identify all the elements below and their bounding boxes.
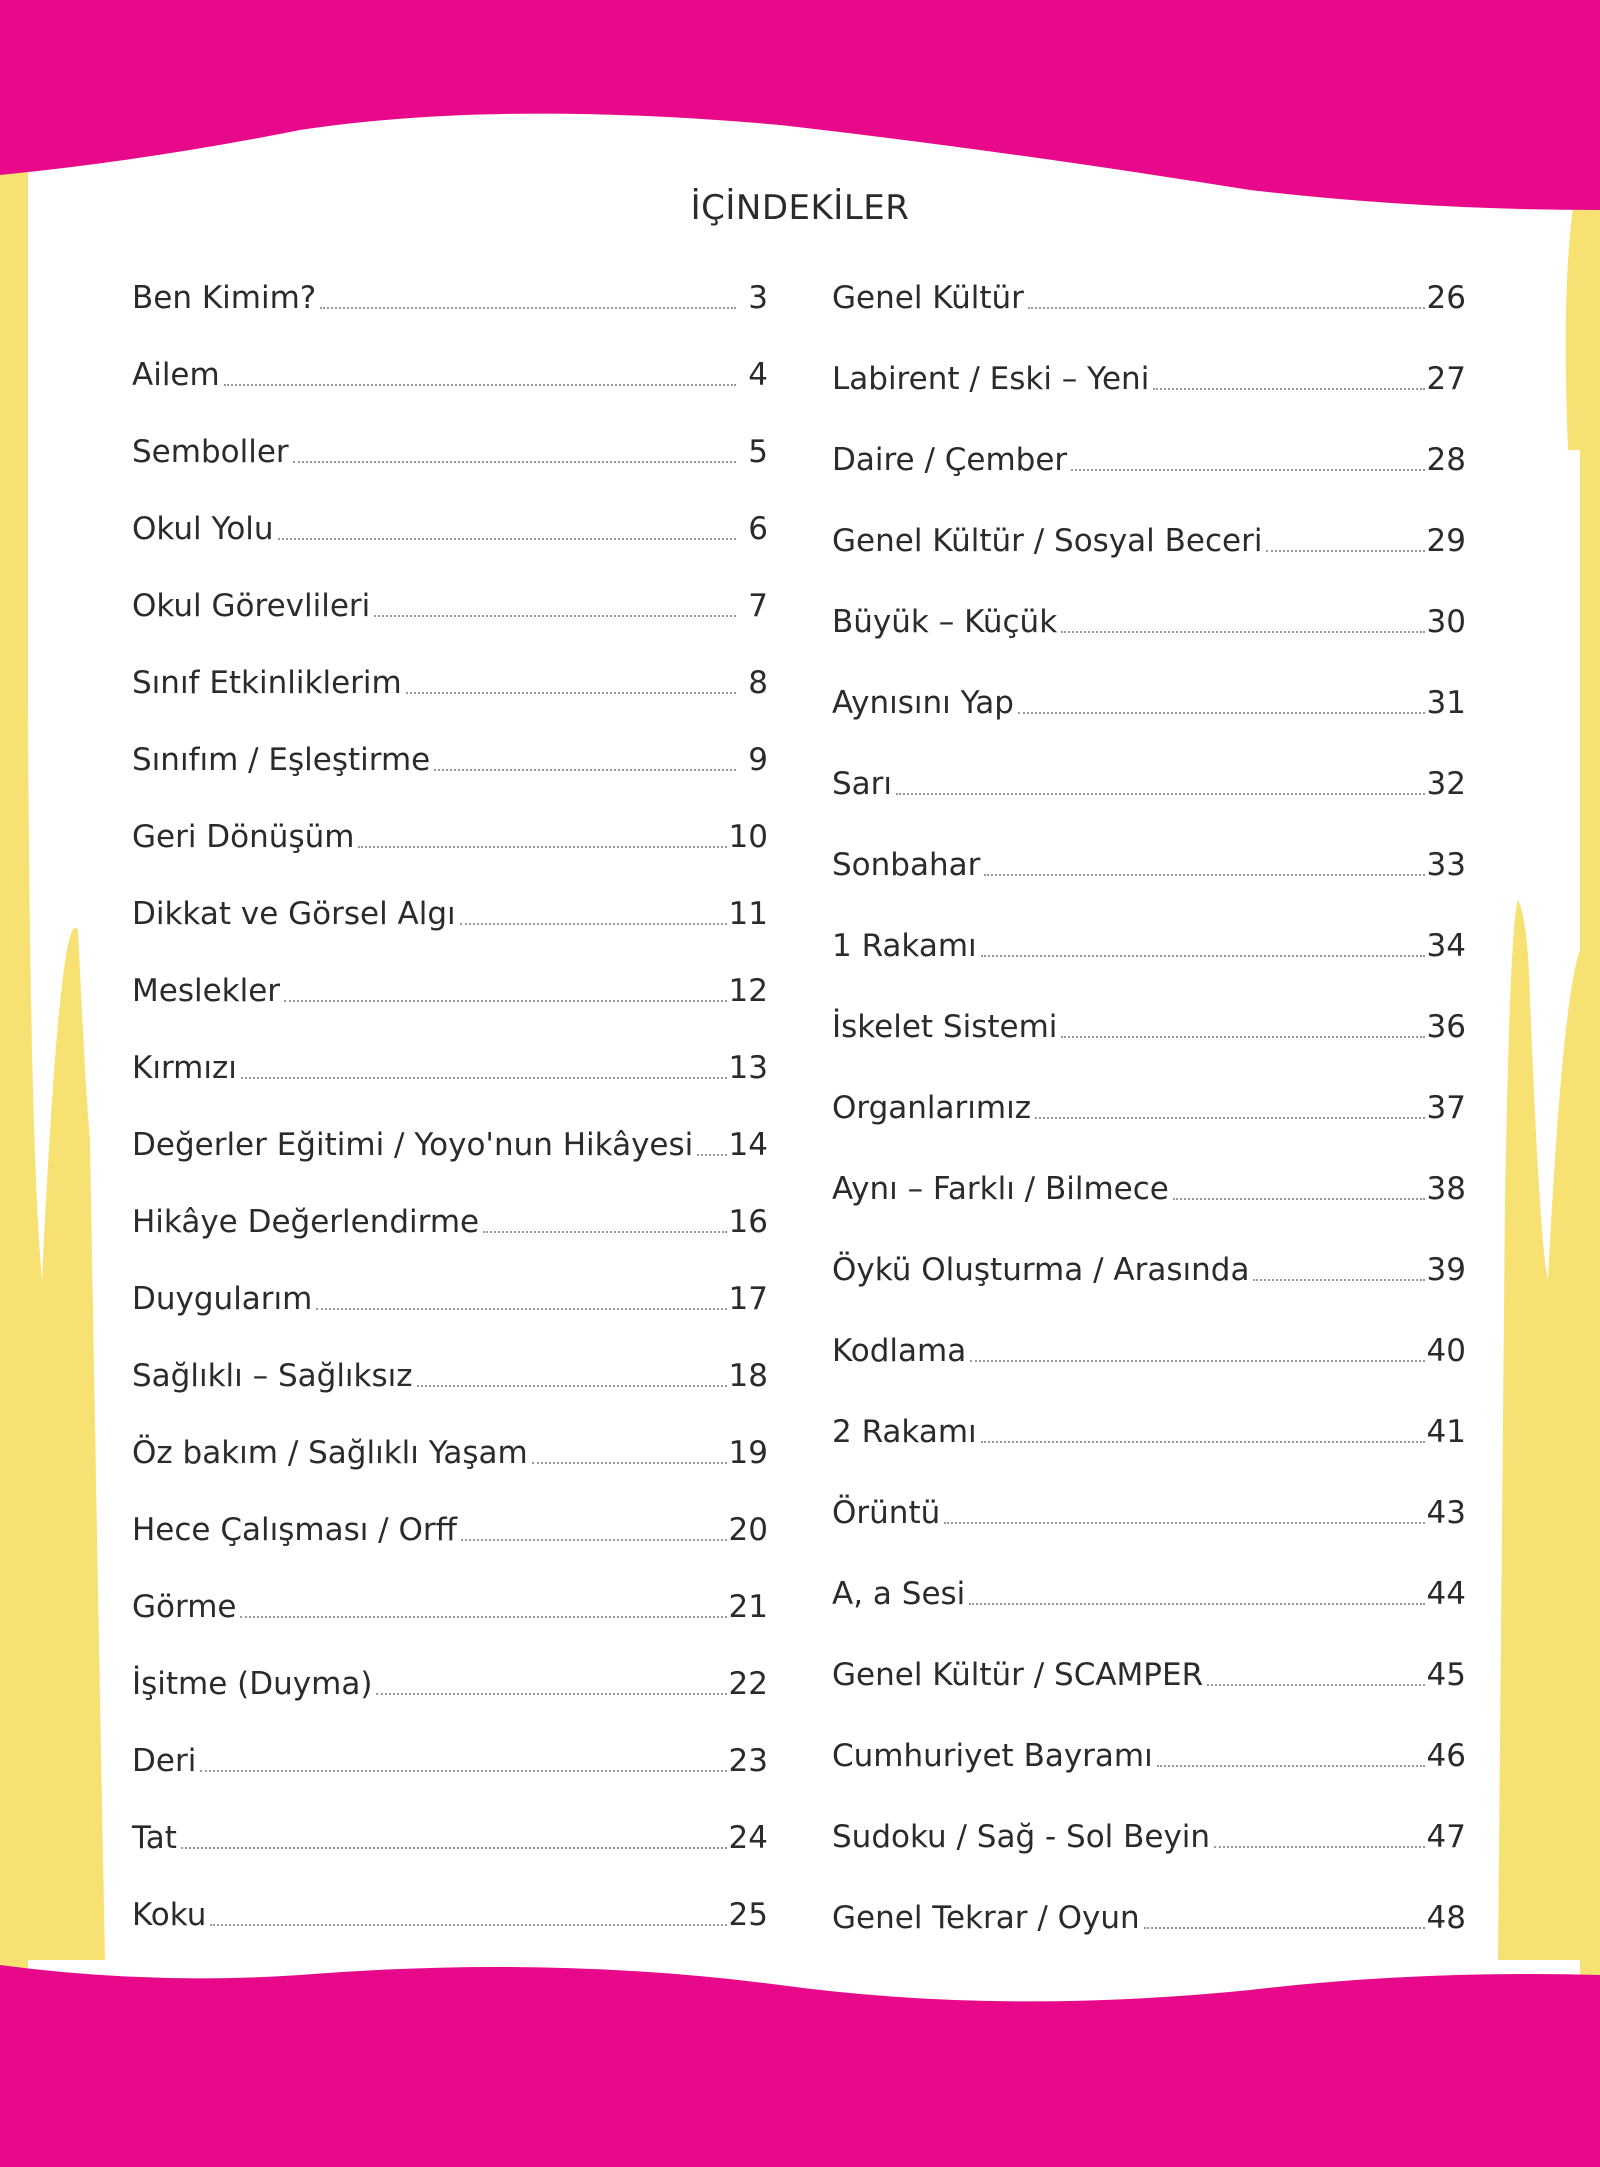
- toc-entry-page-number: 20: [728, 1512, 768, 1548]
- toc-entry-title: Genel Tekrar / Oyun: [832, 1900, 1140, 1936]
- toc-entry[interactable]: [832, 1007, 1466, 1047]
- toc-entry[interactable]: [832, 683, 1466, 723]
- toc-right-column: [832, 278, 1466, 1979]
- toc-entry-title: Öz bakım / Sağlıklı Yaşam: [132, 1435, 528, 1471]
- toc-entry-title: Semboller: [132, 434, 289, 470]
- toc-entry-page-number: 36: [1426, 1009, 1466, 1045]
- toc-entry-title: İşitme (Duyma): [132, 1666, 373, 1702]
- yellow-left-band: [0, 170, 28, 2167]
- toc-entry[interactable]: [132, 509, 768, 549]
- toc-entry-title: Sonbahar: [832, 847, 981, 883]
- toc-entry-page-number: 47: [1426, 1819, 1466, 1855]
- toc-entry-page-number: 23: [728, 1743, 768, 1779]
- toc-entry-title: Kırmızı: [132, 1050, 237, 1086]
- toc-entry-page-number: 32: [1426, 766, 1466, 802]
- toc-dot-leader: [896, 793, 1425, 795]
- toc-entry-title: Tat: [132, 1820, 177, 1856]
- toc-entry-title: Sarı: [832, 766, 893, 802]
- toc-entry[interactable]: [132, 1202, 768, 1242]
- toc-dot-leader: [200, 1770, 726, 1772]
- toc-entry[interactable]: [132, 894, 768, 934]
- toc-entry-title: Öykü Oluşturma / Arasında: [832, 1252, 1250, 1288]
- toc-entry-page-number: 3: [748, 280, 768, 316]
- toc-dot-leader: [406, 692, 736, 694]
- toc-entry-page-number: 6: [748, 511, 768, 547]
- toc-entry[interactable]: [132, 1741, 768, 1781]
- toc-entry-title: Ben Kimim?: [132, 280, 317, 316]
- toc-dot-leader: [284, 1000, 727, 1002]
- toc-entry-title: Labirent / Eski – Yeni: [832, 361, 1150, 397]
- toc-entry[interactable]: [132, 1510, 768, 1550]
- toc-entry-title: Değerler Eğitimi / Yoyo'nun Hikâyesi: [132, 1127, 694, 1163]
- toc-dot-leader: [461, 1539, 727, 1541]
- toc-entry-page-number: 37: [1426, 1090, 1466, 1126]
- toc-entry-title: Geri Dönüşüm: [132, 819, 355, 855]
- toc-entry[interactable]: [132, 1587, 768, 1627]
- toc-entry-title: Dikkat ve Görsel Algı: [132, 896, 456, 932]
- toc-entry-page-number: 16: [728, 1204, 768, 1240]
- toc-entry-page-number: 29: [1426, 523, 1466, 559]
- toc-dot-leader: [320, 307, 736, 309]
- toc-entry-title: Örüntü: [832, 1495, 941, 1531]
- toc-entry[interactable]: [832, 845, 1466, 885]
- toc-entry-page-number: 4: [748, 357, 768, 393]
- toc-dot-leader: [970, 1360, 1424, 1362]
- toc-entry-title: Daire / Çember: [832, 442, 1068, 478]
- toc-entry[interactable]: [832, 1331, 1466, 1371]
- toc-entry-page-number: 38: [1426, 1171, 1466, 1207]
- toc-entry-title: Sudoku / Sağ - Sol Beyin: [832, 1819, 1211, 1855]
- toc-entry-page-number: 46: [1426, 1738, 1466, 1774]
- toc-entry-page-number: 10: [728, 819, 768, 855]
- toc-dot-leader: [981, 955, 1425, 957]
- toc-entry[interactable]: [132, 1048, 768, 1088]
- toc-entry-page-number: 14: [728, 1127, 768, 1163]
- toc-entry-title: Okul Yolu: [132, 511, 274, 547]
- toc-dot-leader: [224, 384, 736, 386]
- toc-dot-leader: [1028, 307, 1425, 309]
- toc-dot-leader: [417, 1385, 727, 1387]
- toc-dot-leader: [210, 1924, 726, 1926]
- toc-dot-leader: [434, 769, 736, 771]
- toc-entry[interactable]: [132, 1664, 768, 1704]
- magenta-bottom-wave: [0, 1965, 1600, 2167]
- toc-entry-title: Meslekler: [132, 973, 281, 1009]
- toc-entry[interactable]: [132, 278, 768, 318]
- toc-entry[interactable]: [832, 359, 1466, 399]
- toc-entry[interactable]: [832, 521, 1466, 561]
- toc-entry[interactable]: [132, 1895, 768, 1935]
- toc-entry-page-number: 19: [728, 1435, 768, 1471]
- toc-entry-title: İskelet Sistemi: [832, 1009, 1058, 1045]
- toc-entry-page-number: 5: [748, 434, 768, 470]
- toc-entry-title: Görme: [132, 1589, 237, 1625]
- toc-dot-leader: [944, 1522, 1424, 1524]
- toc-dot-leader: [1266, 550, 1424, 552]
- toc-entry-page-number: 21: [728, 1589, 768, 1625]
- toc-entry-page-number: 17: [728, 1281, 768, 1317]
- toc-entry[interactable]: [832, 1169, 1466, 1209]
- toc-entry-page-number: 8: [748, 665, 768, 701]
- toc-entry-title: Cumhuriyet Bayramı: [832, 1738, 1153, 1774]
- toc-entry[interactable]: [132, 663, 768, 703]
- toc-entry-title: Okul Görevlileri: [132, 588, 371, 624]
- toc-entry[interactable]: [832, 1412, 1466, 1452]
- toc-entry[interactable]: [832, 1655, 1466, 1695]
- toc-entry-title: Genel Kültür / Sosyal Beceri: [832, 523, 1263, 559]
- toc-entry-page-number: 13: [728, 1050, 768, 1086]
- toc-entry[interactable]: [832, 1574, 1466, 1614]
- yellow-right-band: [1580, 170, 1600, 2000]
- toc-entry-page-number: 22: [728, 1666, 768, 1702]
- toc-entry[interactable]: [832, 1493, 1466, 1533]
- toc-dot-leader: [376, 1693, 726, 1695]
- toc-dot-leader: [984, 874, 1424, 876]
- toc-dot-leader: [293, 461, 736, 463]
- toc-dot-leader: [374, 615, 736, 617]
- toc-entry-title: Aynısını Yap: [832, 685, 1014, 721]
- toc-entry-page-number: 44: [1426, 1576, 1466, 1612]
- toc-entry-page-number: 9: [748, 742, 768, 778]
- toc-entry[interactable]: [832, 1088, 1466, 1128]
- toc-entry-title: Aynı – Farklı / Bilmece: [832, 1171, 1169, 1207]
- toc-dot-leader: [1214, 1846, 1424, 1848]
- toc-entry-page-number: 28: [1426, 442, 1466, 478]
- toc-entry-title: Sağlıklı – Sağlıksız: [132, 1358, 413, 1394]
- toc-entry-page-number: 12: [728, 973, 768, 1009]
- toc-dot-leader: [1207, 1684, 1424, 1686]
- toc-entry-title: Kodlama: [832, 1333, 967, 1369]
- toc-entry-title: Deri: [132, 1743, 197, 1779]
- toc-left-column: [132, 278, 768, 1972]
- toc-entry-title: Sınıf Etkinliklerim: [132, 665, 402, 701]
- toc-dot-leader: [483, 1231, 726, 1233]
- toc-entry[interactable]: [832, 1250, 1466, 1290]
- toc-entry[interactable]: [132, 355, 768, 395]
- toc-entry[interactable]: [832, 278, 1466, 318]
- toc-entry-page-number: 25: [728, 1897, 768, 1933]
- toc-dot-leader: [1253, 1279, 1424, 1281]
- toc-dot-leader: [278, 538, 736, 540]
- toc-entry-page-number: 31: [1426, 685, 1466, 721]
- toc-entry[interactable]: [832, 926, 1466, 966]
- toc-entry[interactable]: [132, 586, 768, 626]
- toc-entry-title: Genel Kültür / SCAMPER: [832, 1657, 1204, 1693]
- page-title: İÇİNDEKİLER: [690, 188, 910, 228]
- toc-entry-title: A, a Sesi: [832, 1576, 966, 1612]
- toc-dot-leader: [1061, 631, 1424, 633]
- toc-dot-leader: [1035, 1117, 1425, 1119]
- toc-entry[interactable]: [132, 971, 768, 1011]
- toc-dot-leader: [532, 1462, 727, 1464]
- toc-entry-title: Duygularım: [132, 1281, 313, 1317]
- toc-entry-title: Hikâye Değerlendirme: [132, 1204, 480, 1240]
- toc-entry-page-number: 11: [728, 896, 768, 932]
- toc-entry-title: 2 Rakamı: [832, 1414, 977, 1450]
- toc-dot-leader: [358, 846, 726, 848]
- toc-dot-leader: [241, 1077, 727, 1079]
- toc-entry-page-number: 48: [1426, 1900, 1466, 1936]
- toc-entry[interactable]: [132, 1433, 768, 1473]
- toc-entry-page-number: 27: [1426, 361, 1466, 397]
- toc-entry-title: 1 Rakamı: [832, 928, 977, 964]
- toc-entry-page-number: 41: [1426, 1414, 1466, 1450]
- toc-entry[interactable]: [132, 740, 768, 780]
- toc-entry[interactable]: [832, 1898, 1466, 1938]
- toc-entry[interactable]: [832, 764, 1466, 804]
- toc-entry-page-number: 43: [1426, 1495, 1466, 1531]
- toc-entry-title: Genel Kültür: [832, 280, 1024, 316]
- toc-entry-page-number: 24: [728, 1820, 768, 1856]
- toc-dot-leader: [981, 1441, 1425, 1443]
- toc-entry-page-number: 40: [1426, 1333, 1466, 1369]
- toc-entry-page-number: 33: [1426, 847, 1466, 883]
- toc-entry-page-number: 26: [1426, 280, 1466, 316]
- toc-entry[interactable]: [132, 817, 768, 857]
- toc-dot-leader: [1173, 1198, 1425, 1200]
- toc-entry[interactable]: [832, 602, 1466, 642]
- toc-entry[interactable]: [132, 432, 768, 472]
- toc-dot-leader: [460, 923, 727, 925]
- toc-entry[interactable]: [832, 1736, 1466, 1776]
- toc-dot-leader: [240, 1616, 726, 1618]
- toc-entry-page-number: 7: [748, 588, 768, 624]
- toc-entry[interactable]: [132, 1125, 768, 1165]
- toc-entry-page-number: 39: [1426, 1252, 1466, 1288]
- toc-entry-page-number: 30: [1426, 604, 1466, 640]
- toc-entry[interactable]: [132, 1279, 768, 1319]
- toc-entry[interactable]: [132, 1818, 768, 1858]
- toc-entry-title: Koku: [132, 1897, 207, 1933]
- toc-dot-leader: [181, 1847, 727, 1849]
- toc-entry[interactable]: [132, 1356, 768, 1396]
- toc-entry-title: Organlarımız: [832, 1090, 1031, 1126]
- toc-entry-page-number: 18: [728, 1358, 768, 1394]
- toc-dot-leader: [1071, 469, 1424, 471]
- toc-entry-page-number: 34: [1426, 928, 1466, 964]
- toc-dot-leader: [316, 1308, 726, 1310]
- toc-entry[interactable]: [832, 440, 1466, 480]
- toc-dot-leader: [1144, 1927, 1425, 1929]
- toc-entry-page-number: 45: [1426, 1657, 1466, 1693]
- toc-entry-title: Sınıfım / Eşleştirme: [132, 742, 431, 778]
- toc-entry-title: Hece Çalışması / Orff: [132, 1512, 457, 1548]
- toc-entry-title: Büyük – Küçük: [832, 604, 1058, 640]
- toc-dot-leader: [1153, 388, 1424, 390]
- toc-dot-leader: [969, 1603, 1424, 1605]
- toc-entry[interactable]: [832, 1817, 1466, 1857]
- toc-dot-leader: [1018, 712, 1425, 714]
- toc-dot-leader: [1157, 1765, 1425, 1767]
- toc-dot-leader: [1061, 1036, 1424, 1038]
- toc-entry-title: Ailem: [132, 357, 220, 393]
- toc-dot-leader: [697, 1154, 726, 1156]
